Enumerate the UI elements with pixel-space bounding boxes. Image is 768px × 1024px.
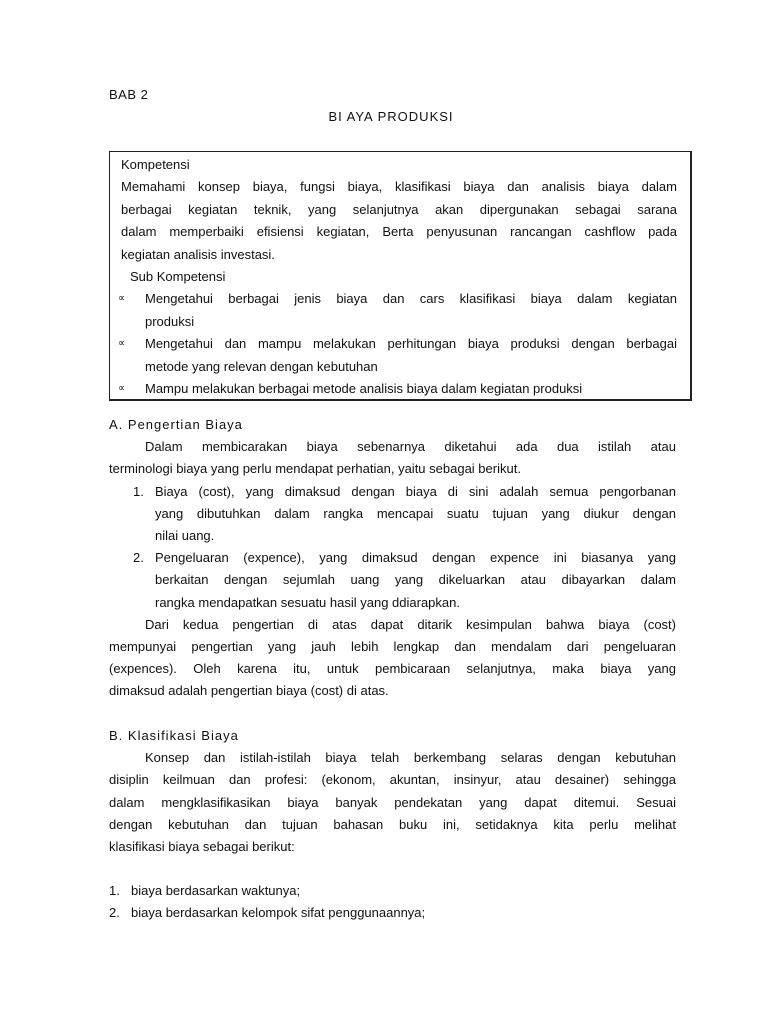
item-line: rangka mendapatkan sesuatu hasil yang ddiarapkan. [155,594,460,610]
item-line: berkaitan dengan sejumlah uang yang dikeluarkan atau dibayarkan dalam [155,572,676,588]
sub-competency-line: Mengetahui berbagai jenis biaya dan cars klasifikasi biaya dalam kegiatan [145,291,677,307]
list-item [109,902,676,924]
numbered-item [109,481,676,548]
list-number: 1. [109,883,120,898]
numbered-item [109,547,676,614]
sub-competency-line: Mengetahui dan mampu melakukan perhitungan biaya produksi dengan berbagai [145,336,677,352]
competency-line: kegiatan analisis investasi. [121,246,275,262]
sub-competency-item [118,378,677,400]
paragraph-line: terminologi biaya yang perlu mendapat perhatian, yaitu sebagai berikut. [109,461,521,477]
paragraph-line: disiplin keilmuan dan profesi: (ekonom, akuntan, insinyur, atau desainer) sehingga [109,772,676,788]
bullet-icon: ∝ [118,293,126,305]
classification-list [109,880,676,924]
competency-line: berbagai kegiatan teknik, yang selanjutnya akan dipergunakan sebagai sarana [121,201,677,217]
paragraph-line: Dalam membicarakan biaya sebenarnya diketahui ada dua istilah atau [145,439,676,455]
list-number: 2. [109,905,120,921]
sub-competency-line: metode yang relevan dengan kebutuhan [145,358,378,374]
competency-line: dalam memperbaiki efisiensi kegiatan, Berta penyusunan rancangan cashflow pada [121,224,677,240]
chapter-label: BAB 2 [109,87,149,102]
paragraph-line: klasifikasi biaya sebagai berikut: [109,839,295,855]
bullet-icon: ∝ [118,338,126,350]
chapter-title: BI AYA PRODUKSI [328,109,454,124]
item-line: nilai uang. [155,528,215,544]
paragraph-line: Konsep dan istilah-istilah biaya telah berkembang selaras dengan kebutuhan [145,750,676,766]
section-heading: B. Klasifikasi Biaya [109,728,239,743]
item-number: 1. [133,483,144,499]
item-number: 2. [133,550,144,566]
item-line: Pengeluaran (expence), yang dimaksud dengan expence ini biasanya yang [155,550,676,566]
competency-line: Memahami konsep biaya, fungsi biaya, klasifikasi biaya dan analisis biaya dalam [121,179,677,195]
paragraph-line: mempunyai pengertian yang jauh lebih lengkap dan mendalam dari pengeluaran [109,639,676,655]
list-text: biaya berdasarkan waktunya; [131,883,301,898]
list-item [109,880,676,902]
paragraph-line: dimaksud adalah pengertian biaya (cost) di atas. [109,683,389,699]
section-heading: A. Pengertian Biaya [109,417,243,432]
section-pengertian-biaya [109,414,676,703]
competency-heading: Kompetensi [121,157,190,172]
item-line: yang dibutuhkan dalam rangka mencapai suatu tujuan yang diukur dengan [155,505,676,521]
competency-box [109,151,692,401]
sub-competency-line: produksi [145,313,195,329]
sub-competency-item [118,288,677,333]
bullet-icon: ∝ [118,383,126,395]
sub-competency-heading: Sub Kompetensi [130,269,226,285]
item-line: Biaya (cost), yang dimaksud dengan biaya di sini adalah semua pengorbanan [155,483,676,499]
list-text: biaya berdasarkan kelompok sifat penggunaannya; [131,905,426,921]
paragraph-line: (expences). Oleh karena itu, untuk pembicaraan selanjutnya, maka biaya yang [109,661,676,677]
paragraph-line: Dari kedua pengertian di atas dapat ditarik kesimpulan bahwa biaya (cost) [145,616,676,632]
paragraph-line: dengan kebutuhan dan tujuan bahasan buku ini, setidaknya kita perlu melihat [109,816,676,832]
section-klasifikasi-biaya [109,725,676,858]
sub-competency-item [118,333,677,378]
paragraph-line: dalam mengklasifikasikan biaya banyak pendekatan yang dapat ditemui. Sesuai [109,794,676,810]
sub-competency-line: Mampu melakukan berbagai metode analisis biaya dalam kegiatan produksi [145,381,583,397]
